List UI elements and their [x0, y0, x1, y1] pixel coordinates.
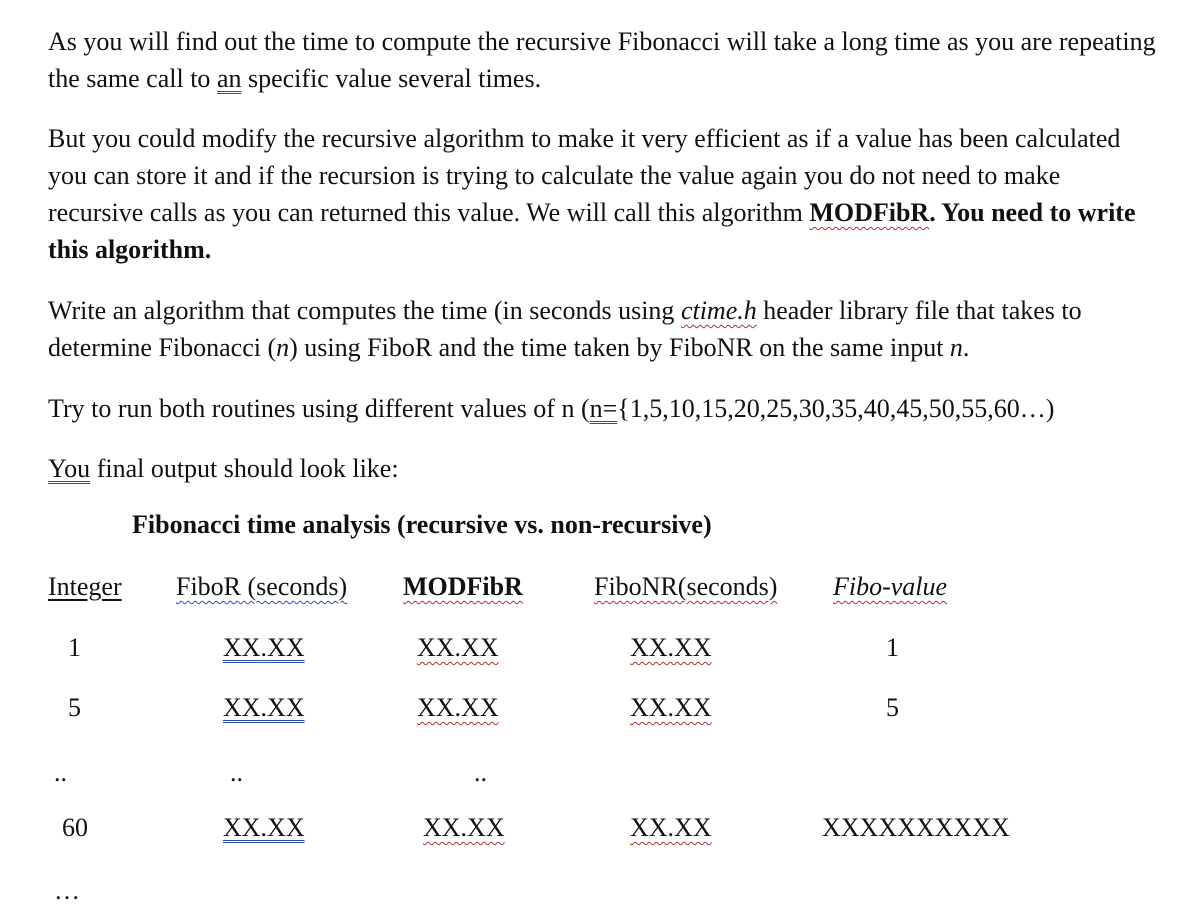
row-1-fibonr: XX.XX [630, 633, 712, 662]
row-3-fibor: .. [230, 758, 243, 787]
paragraph-timing-task [48, 292, 1158, 366]
intro-text-a: As you will find out the time to compute the recursive Fibonacci will take a long time as you are repeating the same call to [48, 27, 1156, 93]
row-2-fibovalue: 5 [886, 693, 899, 722]
row-4-modfibr: XX.XX [423, 813, 505, 842]
run-values-n-equals: n= [589, 394, 618, 423]
run-values-text-a: Try to run both routines using different values of n ( [48, 394, 590, 423]
timing-n-var-1: n [276, 333, 290, 362]
paragraph-intro [48, 23, 1158, 97]
header-integer: Integer [48, 572, 122, 601]
timing-text-g: . [962, 333, 970, 362]
modfibr-name: MODFibR [809, 198, 930, 227]
row-3-integer: .. [54, 758, 67, 787]
row-5-integer: … [54, 876, 80, 905]
row-2-fibonr: XX.XX [630, 693, 712, 722]
output-intro-text: final output should look like: [90, 454, 399, 483]
paragraph-run-values [48, 390, 1158, 427]
row-1-fibor: XX.XX [223, 633, 305, 662]
row-1-integer: 1 [68, 633, 81, 662]
row-2-integer: 5 [68, 693, 81, 722]
table-title: Fibonacci time analysis (recursive vs. non-recursive) [132, 510, 712, 539]
row-1-fibovalue: 1 [886, 633, 899, 662]
intro-text-c: specific value several times. [241, 64, 542, 93]
header-fibovalue: Fibo-value [833, 572, 948, 601]
header-modfibr: MODFibR [403, 572, 523, 601]
row-4-integer: 60 [62, 813, 88, 842]
paragraph-output-intro [48, 450, 1158, 487]
intro-text-an: an [216, 64, 242, 93]
header-fibonr: FiboNR(seconds) [594, 572, 778, 601]
timing-n-var-2: n [949, 333, 963, 362]
timing-text-a: Write an algorithm that computes the time (in seconds using [48, 296, 681, 325]
paragraph-modfibr-description [48, 120, 1158, 268]
row-2-fibor: XX.XX [223, 693, 305, 722]
row-2-modfibr: XX.XX [417, 693, 499, 722]
run-values-list: {1,5,10,15,20,25,30,35,40,45,50,55,60…) [617, 394, 1055, 423]
timing-text-c: header library file that takes to determine Fibonacci ( [48, 296, 1082, 362]
row-4-fibonr: XX.XX [630, 813, 712, 842]
modfibr-desc-text: But you could modify the recursive algorithm to make it very efficient as if a value has been calculated you can store it and if the recursion is trying to calculate the value again you do not need to make recursive calls as you can returned this value. We will call this algorithm [48, 124, 1121, 227]
row-4-fibovalue: XXXXXXXXXX [822, 813, 1010, 842]
row-4-fibor: XX.XX [223, 813, 305, 842]
row-3-modfibr: .. [474, 758, 487, 787]
ctime-header-name: ctime.h [680, 296, 757, 325]
modfibr-instruction: . You need to write this algorithm. [48, 198, 1136, 264]
row-1-modfibr: XX.XX [417, 633, 499, 662]
timing-text-e: ) using FiboR and the time taken by FiboNR on the same input [289, 333, 950, 362]
header-fibor: FiboR (seconds) [176, 572, 348, 601]
output-intro-you: You [48, 454, 91, 483]
